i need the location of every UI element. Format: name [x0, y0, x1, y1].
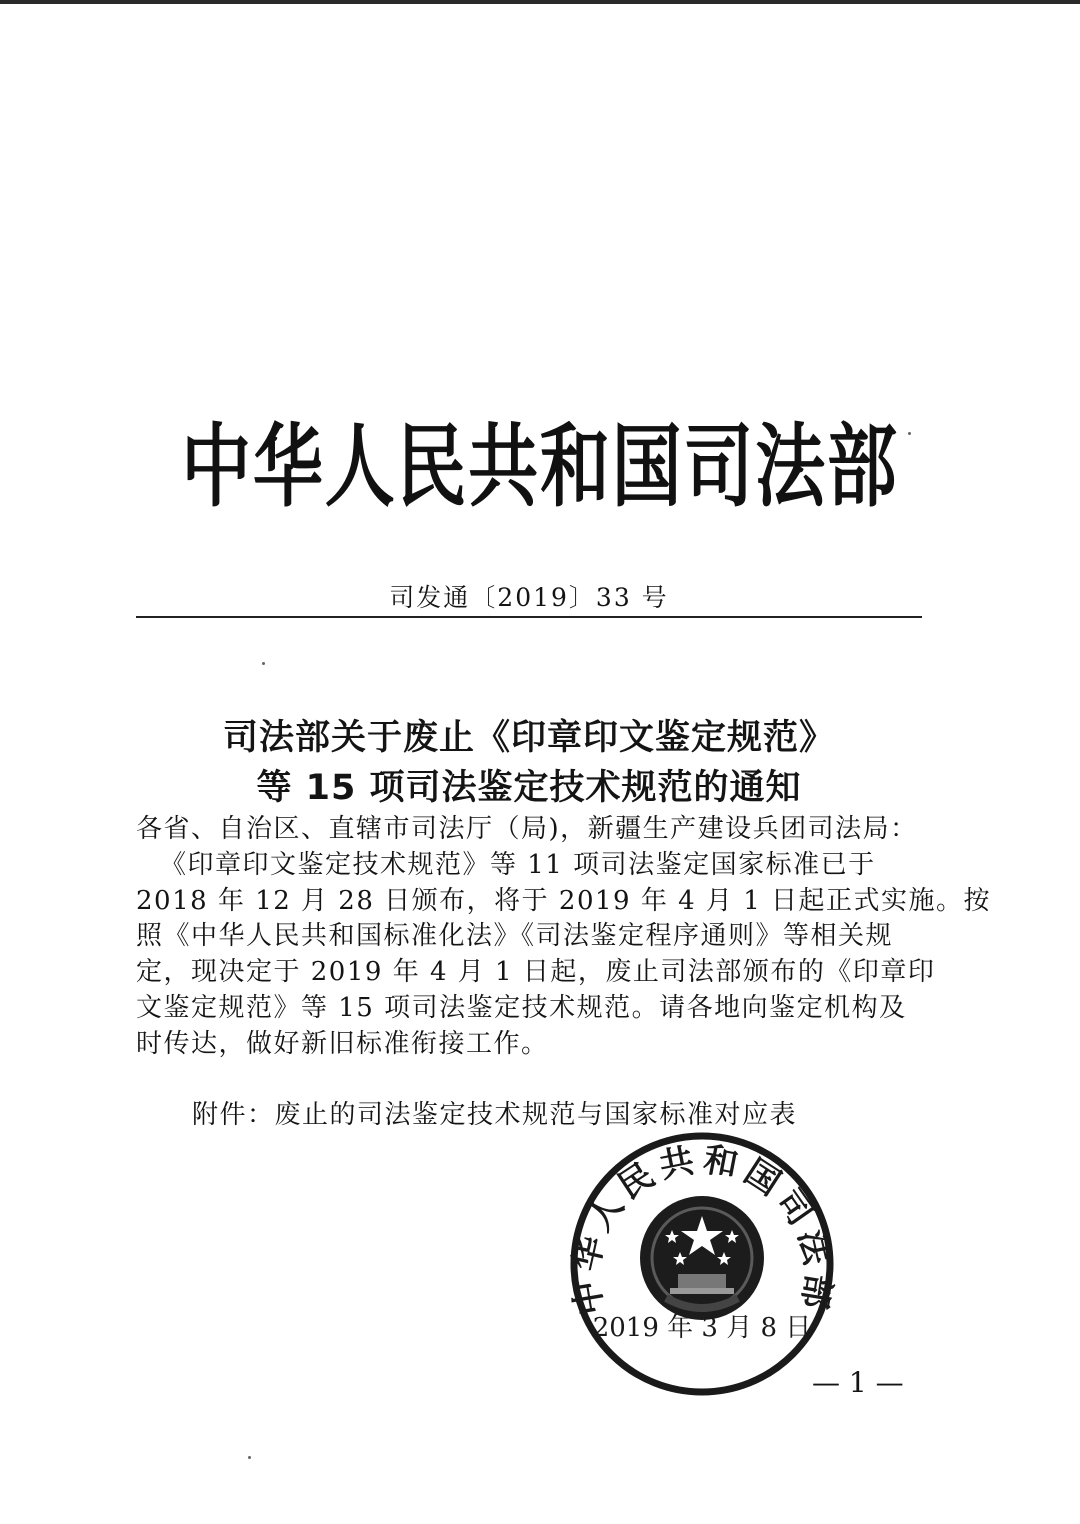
issue-date: 2019 年 3 月 8 日 — [592, 1313, 812, 1343]
document-number: 司发通〔2019〕33 号 — [389, 583, 669, 612]
official-seal — [566, 1128, 838, 1400]
body-line: 2018 年 12 月 28 日颁布，将于 2019 年 4 月 1 日起正式实施。按 — [136, 886, 991, 916]
page-number: — 1 — — [812, 1366, 904, 1399]
top-border-line — [0, 0, 1080, 4]
scan-speck — [262, 662, 265, 665]
svg-text:中华人民共和国司法部: 中华人民共和国司法部 — [566, 1139, 838, 1318]
notice-title-line-1: 司法部关于废止《印章印文鉴定规范》 — [222, 718, 835, 758]
scan-speck — [908, 432, 911, 435]
national-emblem-icon — [640, 1196, 764, 1320]
notice-title-line-2: 等 15 项司法鉴定技术规范的通知 — [256, 768, 802, 808]
salutation: 各省、自治区、直辖市司法厅（局)，新疆生产建设兵团司法局： — [136, 814, 918, 844]
issuing-authority-header: 中华人民共和国司法部 — [181, 413, 899, 519]
header-divider — [136, 616, 922, 618]
attachment-note: 附件：废止的司法鉴定技术规范与国家标准对应表 — [192, 1100, 798, 1130]
body-line: 《印章印文鉴定技术规范》等 11 项司法鉴定国家标准已于 — [160, 850, 876, 880]
body-line: 时传达，做好新旧标准衔接工作。 — [136, 1029, 549, 1059]
body-line: 照《中华人民共和国标准化法》《司法鉴定程序通则》等相关规 — [136, 921, 894, 951]
scan-speck — [248, 1456, 251, 1459]
body-line: 定，现决定于 2019 年 4 月 1 日起，废止司法部颁布的《印章印 — [136, 957, 936, 987]
body-line: 文鉴定规范》等 15 项司法鉴定技术规范。请各地向鉴定机构及 — [136, 993, 907, 1023]
